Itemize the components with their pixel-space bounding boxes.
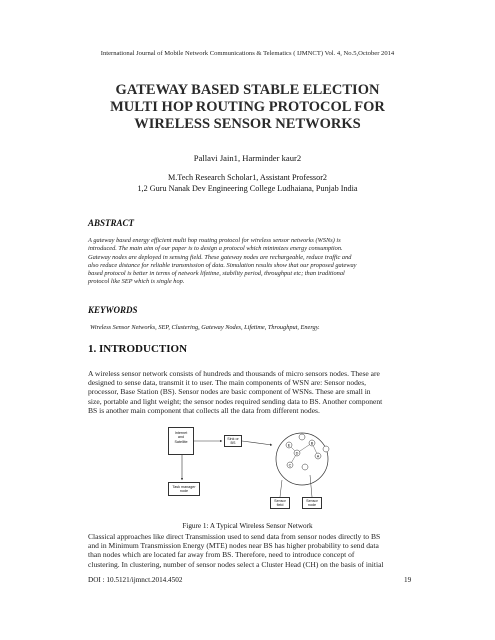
sensor-field-box [270,497,290,509]
page-number: 19 [404,576,412,584]
box-label: and [177,435,185,440]
affiliation-line: 1,2 Guru Nanak Dev Engineering College Ludhaiana, Punjab India [137,184,358,193]
intro-line: A wireless sensor network consists of hundreds and thousands of micro sensors nodes. These are [88,369,380,378]
keywords-heading: KEYWORDS [88,305,138,315]
body-line: and in Minimum Transmission Energy (MTE) nodes near BS has higher probability to send data [88,541,379,551]
introduction-heading: 1. INTRODUCTION [88,343,188,355]
leader-sensor-node [310,475,312,497]
intro-line: size, portable and light weight; the sensor nodes required sending data to BS. Another component [88,396,383,406]
abstract-line: Gateway nodes are deployed in sensing field. These gateway nodes are rechargeable, reduce traffic and [88,253,352,261]
box-label: node [179,489,189,494]
body-continued [88,532,413,569]
node-letter: E [287,443,291,448]
abstract-line: introduced. The main aim of our paper is to design a protocol which minimizes energy consumption. [88,245,343,253]
footer-doi: DOI : 10.5121/ijmnct.2014.4502 [88,576,183,584]
journal-header: International Journal of Mobile Network Communications & Telematics ( IJMNCT) Vol. 4, No.5,October 2014 [100,50,395,57]
body-line: clustering. In clustering, number of sensor nodes select a Cluster Head (CH) on the basis of initial [88,559,384,569]
body-line: than nodes which are located far away from BS. Therefore, need to introduce concept of [88,550,355,560]
body-line: Classical approaches like direct Transmission used to send data from sensor nodes directly to BS [88,532,381,541]
affiliation-line: M.Tech Research Scholar1, Assistant Professor2 [167,173,328,182]
affiliation [0,172,495,194]
node-circle [302,464,308,470]
box-label: BS [230,441,236,446]
box-label: Sensor [274,499,286,503]
paper-title [40,82,455,133]
box-label: node [307,503,317,508]
node-letter: D [295,451,299,456]
intro-line: processor, Base Station (BS). Sensor nodes are basic component of WSNs. These are small in [88,387,371,397]
node-circle [299,434,305,440]
box-label: Task manager [172,485,196,489]
authors: Pallavi Jain1, Harminder kaur2 [193,153,302,163]
intro-line: BS is another main component that collects all the data from different nodes. [88,405,320,415]
sink-bs-box [224,435,242,447]
intro-line: designed to sense data, transmit it to user. The main components of WSN are: Sensor nodes, [88,378,367,388]
sensor-field-circle [276,433,328,485]
box-label: Sink or [227,437,239,441]
box-label: Internet [174,431,188,435]
abstract-body [88,237,411,287]
node-letter: B [310,441,314,446]
abstract-line: based protocol is better in terms of network lifetime, stability period, throughput etc; than traditional [88,270,345,278]
figure-caption: Figure 1: A Typical Wireless Sensor Network [182,522,313,530]
wsn-diagram [160,425,350,521]
task-manager-box [168,482,200,496]
sensor-node-box [302,497,322,509]
node-letter: C [288,463,292,468]
abstract-heading: ABSTRACT [88,218,135,228]
abstract-line: also reduce distance for reliable transmission of data. Simulation results show that our proposed gateway [88,261,357,269]
introduction-body [88,369,413,415]
box-label: Satellite [174,439,188,444]
abstract-line: A gateway based energy efficient multi hop routing protocol for wireless sensor networks (WSNs) is [88,237,341,244]
node-letter: A [316,454,320,459]
box-label: field [276,503,284,508]
internet-satellite-box [168,427,194,455]
title-line: WIRELESS SENSOR NETWORKS [134,116,361,132]
keywords: Wireless Sensor Networks, SEP, Clustering, Gateway Nodes, Lifetime, Throughput, Energy. [90,324,320,331]
node-circle [323,446,329,452]
link-sink-field [242,441,272,445]
title-line: GATEWAY BASED STABLE ELECTION [115,82,380,98]
leader-sensor-field [280,480,282,497]
box-label: Sensor [306,499,318,503]
title-line: MULTI HOP ROUTING PROTOCOL FOR [110,99,385,115]
abstract-line: protocol like SEP which is single hop. [88,278,185,286]
